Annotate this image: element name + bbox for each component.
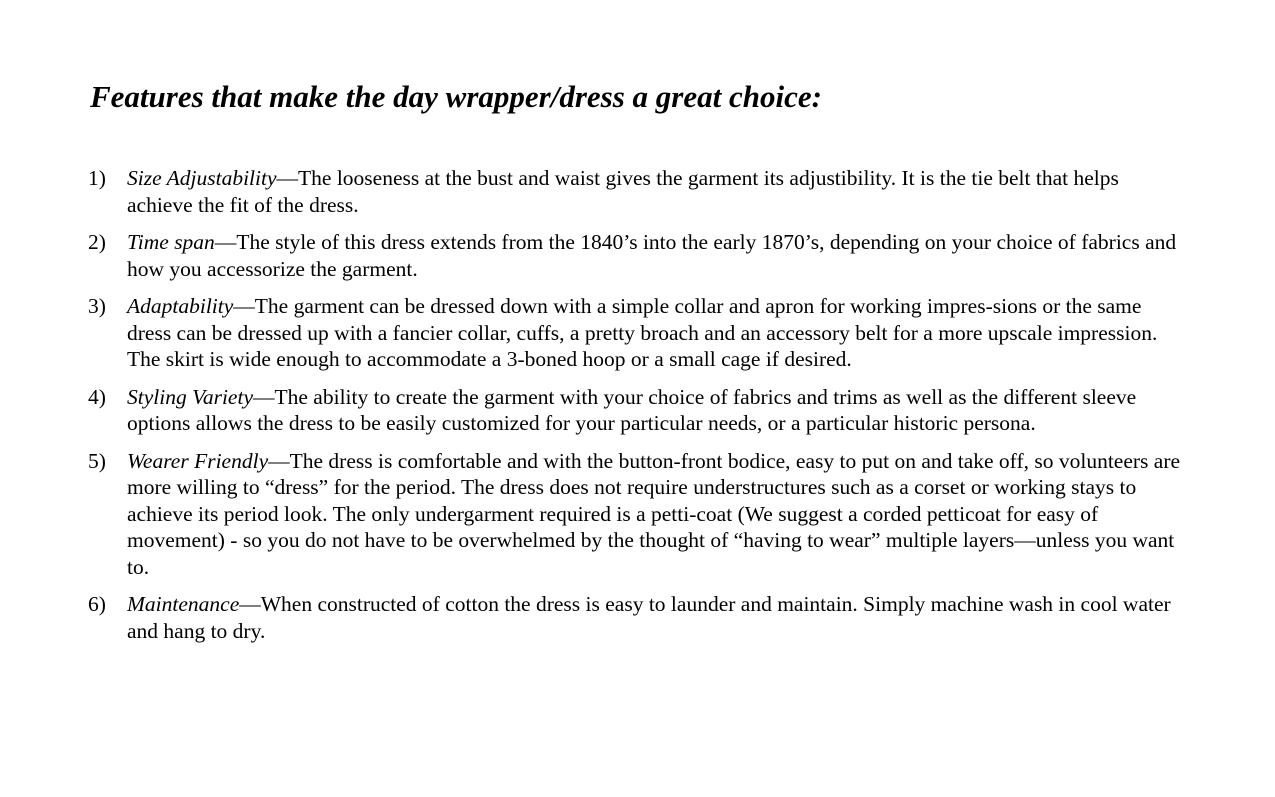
feature-number: 2) <box>88 230 106 254</box>
feature-item-maintenance <box>88 591 1188 644</box>
feature-description: —When constructed of cotton the dress is easy to launder and maintain. Simply machine wash in cool water and hang to dry. <box>127 592 1171 643</box>
feature-description: —The garment can be dressed down with a simple collar and apron for working impres-sions or the same dress can be dressed up with a fancier collar, cuffs, a pretty broach and an accessory belt for a more upscale impression. The skirt is wide enough to accommodate a 3-boned hoop or a small cage if desired. <box>127 294 1158 371</box>
feature-term: Styling Variety <box>127 384 253 409</box>
feature-number: 5) <box>88 448 106 473</box>
feature-item-styling-variety <box>88 384 1188 437</box>
feature-item-time-span <box>88 229 1188 282</box>
feature-number: 1) <box>88 166 106 190</box>
feature-description: —The ability to create the garment with your choice of fabrics and trims as well as the different sleeve options allows the dress to be easily customized for your particular needs, or a particular historic persona. <box>127 384 1137 435</box>
document-heading: Features that make the day wrapper/dress a great choice: <box>90 79 822 114</box>
feature-item-wearer-friendly <box>88 448 1188 581</box>
feature-description: —The style of this dress extends from the 1840’s into the early 1870’s, depending on your choice of fabrics and how you accessorize the garment. <box>127 230 1177 281</box>
feature-description: —The dress is comfortable and with the button-front bodice, easy to put on and take off, so volunteers are more willing to “dress” for the period. The dress does not require understructures such as a corset or working stays to achieve its period look. The only undergarment required is a petti-coat (We suggest a corded petticoat for easy of movement) - so you do not have to be overwhelmed by the thought of “having to wear” multiple layers—unless you want to. <box>127 448 1181 579</box>
feature-description: —The looseness at the bust and waist gives the garment its adjustibility. It is the tie belt that helps achieve the fit of the dress. <box>127 166 1119 217</box>
feature-list <box>88 165 1188 655</box>
feature-term: Size Adjustability <box>127 166 277 190</box>
feature-number: 3) <box>88 294 106 318</box>
feature-term: Adaptability <box>127 294 234 318</box>
feature-term: Wearer Friendly <box>127 448 269 473</box>
feature-number: 6) <box>88 592 106 616</box>
feature-term: Maintenance <box>127 592 240 616</box>
feature-number: 4) <box>88 384 106 409</box>
feature-term: Time span <box>127 230 215 254</box>
feature-item-size-adjustability <box>88 165 1188 218</box>
feature-item-adaptability <box>88 293 1188 373</box>
